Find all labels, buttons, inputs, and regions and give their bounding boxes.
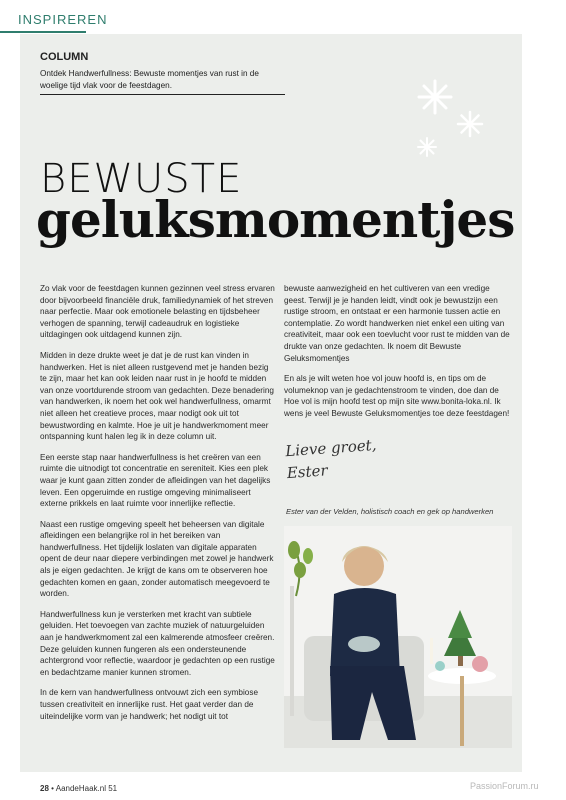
paragraph: Zo vlak voor de feestdagen kunnen gezinnen veel stress ervaren door bijvoorbeeld financiële druk, familiedynamiek of het streven naar perfectie. Maar ook emotionele belasting en tijdsbeheer verhogen de spanning, terwijl cadeaudruk en logistieke uitdagingen ook uitdagend kunnen zijn. (40, 284, 275, 340)
page-number: 28 (40, 784, 49, 793)
intro-text: Ontdek Handwerfullness: Bewuste momentjes van rust in de woelige tijd vlak voor de feestdagen. (40, 68, 285, 95)
left-text-column (40, 283, 277, 731)
signature-name: Ester (286, 461, 329, 483)
paragraph: Naast een rustige omgeving speelt het beheersen van digitale afleidingen een belangrijke rol in het bereiken van handwerfullness. Het tijdelijk loslaten van digitale apparaten opent de deur naar diepere verbindingen met zowel je handwerk als je eigen gedachten. Je krijgt de kans om te observeren hoe gedachten komen en gaan, zonder automatisch meegevoerd te worden. (40, 519, 274, 599)
column-label: COLUMN (40, 51, 89, 63)
snowflake-icon (456, 110, 484, 138)
right-text-column (284, 283, 510, 429)
article-title-line2: geluksmomentjes (36, 190, 515, 249)
paragraph: bewuste aanwezigheid en het cultiveren van een vredige geest. Terwijl je je handen leidt, vindt ook je bewustzijn een rustige stroom, en ontstaat er een harmonie tussen actie en contemplatie. Zo wordt handwerken niet enkel een uiting van creativiteit, maar ook een toevlucht voor rust te midden van de drukte van onze gedachten. Ik noem dit Bewuste Geluksmomentjes (284, 284, 510, 363)
article-title-line1: BEWUSTE (40, 156, 243, 202)
author-photo (284, 526, 512, 748)
paragraph: Handwerfullness kun je versterken met kracht van subtiele geluiden. Het toevoegen van zachte muziek of natuurgeluiden aan je handwerkmoment zal een kalmerende atmosfeer creëren. Deze geluiden kunnen fungeren als een ondersteunende achtergrond voor reflectie, waardoor je gedachten op een rustige en bedachtzame manier kunnen stromen. (40, 609, 275, 677)
snowflake-icon (416, 78, 454, 116)
photo-caption: Ester van der Velden, holistisch coach en gek op handwerken (286, 507, 494, 516)
snowflake-icon (416, 136, 438, 158)
watermark: PassionForum.ru (470, 781, 539, 791)
page-footer (40, 784, 117, 793)
footer-separator: • (51, 784, 54, 793)
paragraph: In de kern van handwerfullness ontvouwt zich een symbiose tussen creativiteit en innerlijke rust. Het gaat verder dan de uiteindelijke vorm van je handwerk; het nodigt uit tot (40, 688, 259, 721)
paragraph: Een eerste stap naar handwerfullness is het creëren van een ruimte die uitnodigt tot concentratie en sereniteit. Kies een plek waar je kunt gaan zitten zonder de afleidingen van het dagelijks leven. Een opgeruimde en rustige omgeving minimaliseert externe prikkels en laat ruimte voor innerlijke reflectie. (40, 452, 271, 509)
section-label: INSPIREREN (18, 12, 108, 27)
paragraph: En als je wilt weten hoe vol jouw hoofd is, en tips om de volumeknop van je gedachtenstroom te vinden, doe dan de Hoe vol is mijn hoofd test op mijn site www.bonita-loka.nl. Ik wens je veel Bewuste Geluksmomentjes toe deze feestdagen! (284, 374, 510, 418)
signature-greeting: Lieve groet, (284, 435, 377, 461)
signature (285, 434, 379, 484)
section-rule (0, 31, 86, 33)
paragraph: Midden in deze drukte weet je dat je de rust kan vinden in handwerken. Het is niet alleen rustgevend met je handen bezig te zijn, maar het kan ook leiden naar rust in je hoofd te midden van onze voortdurende stroom van gedachten. Deze benadering van handwerken, ik noem het ook wel handwerfullness, omarmt niet alleen het creatieve proces, maar nodigt ook uit tot bewustwording en kalmte. Hoe je uit je handwerkmoment meer ontspanning kunt halen leg ik in deze column uit. (40, 350, 274, 442)
publication-name: AandeHaak.nl 51 (55, 784, 118, 793)
